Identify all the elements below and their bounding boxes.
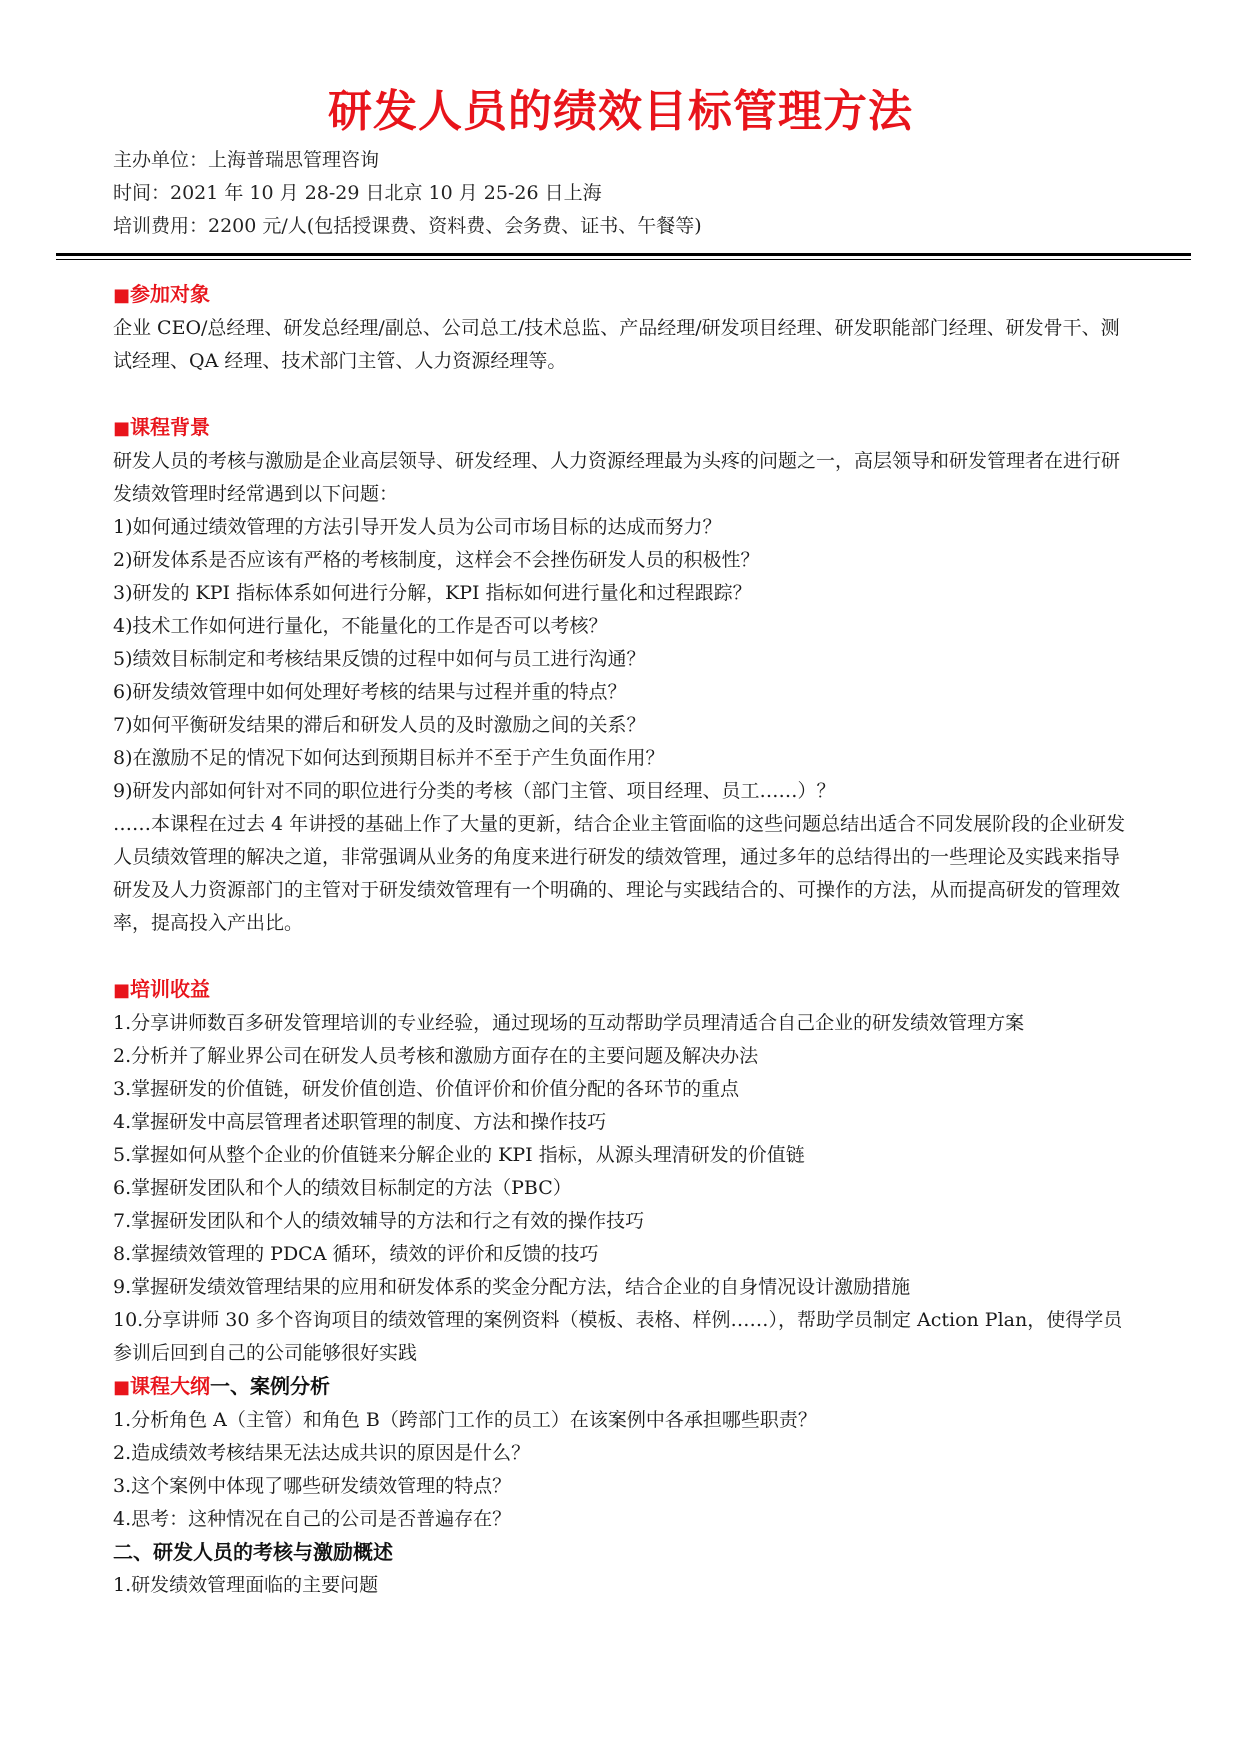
list-item: 1)如何通过绩效管理的方法引导开发人员为公司市场目标的达成而努力？ <box>113 516 722 538</box>
list-item: 7)如何平衡研发结果的滞后和研发人员的及时激励之间的关系？ <box>113 714 646 736</box>
list-item: 3.这个案例中体现了哪些研发绩效管理的特点？ <box>113 1475 512 1497</box>
square-bullet-icon: ■ <box>113 285 131 306</box>
list-item: 3)研发的 KPI 指标体系如何进行分解，KPI 指标如何进行量化和过程跟踪？ <box>113 582 752 604</box>
course-meta <box>113 144 702 243</box>
list-item: 5.掌握如何从整个企业的价值链来分解企业的 KPI 指标，从源头理清研发的价值链 <box>113 1144 805 1166</box>
list-item: 10.分享讲师 30 多个咨询项目的绩效管理的案例资料（模板、表格、样例……），帮助学员制定 Action Plan，使得学员参训后回到自己的公司能够很好实践 <box>113 1309 1123 1364</box>
list-item: 3.掌握研发的价值链，研发价值创造、价值评价和价值分配的各环节的重点 <box>113 1078 740 1100</box>
list-item: 4.思考：这种情况在自己的公司是否普遍存在？ <box>113 1508 512 1530</box>
square-bullet-icon: ■ <box>113 980 131 1001</box>
list-item: 2)研发体系是否应该有严格的考核制度，这样会不会挫伤研发人员的积极性？ <box>113 549 760 571</box>
list-item: 1.分析角色 A（主管）和角色 B（跨部门工作的员工）在该案例中各承担哪些职责？ <box>113 1409 817 1431</box>
list-item: 9.掌握研发绩效管理结果的应用和研发体系的奖金分配方法，结合企业的自身情况设计激励措施 <box>113 1276 911 1298</box>
list-item: 9)研发内部如何针对不同的职位进行分类的考核（部门主管、项目经理、员工……）？ <box>113 780 836 802</box>
section-heading-audience: ■参加对象 <box>113 282 211 306</box>
list-item: 1.研发绩效管理面临的主要问题 <box>113 1574 379 1596</box>
list-item: 8)在激励不足的情况下如何达到预期目标并不至于产生负面作用？ <box>113 747 665 769</box>
background-intro: 研发人员的考核与激励是企业高层领导、研发经理、人力资源经理最为头疼的问题之一，高层领导和研发管理者在进行研发绩效管理时经常遇到以下问题： <box>113 450 1121 505</box>
header-divider-thick <box>56 253 1191 256</box>
list-item: 4)技术工作如何进行量化，不能量化的工作是否可以考核？ <box>113 615 608 637</box>
list-item: 6)研发绩效管理中如何处理好考核的结果与过程并重的特点？ <box>113 681 627 703</box>
page-title: 研发人员的绩效目标管理方法 <box>328 86 913 137</box>
list-item: 2.造成绩效考核结果无法达成共识的原因是什么？ <box>113 1442 531 1464</box>
square-bullet-icon: ■ <box>113 1377 131 1398</box>
section-heading-benefits: ■培训收益 <box>113 977 211 1001</box>
list-item: 6.掌握研发团队和个人的绩效目标制定的方法（PBC） <box>113 1177 572 1199</box>
document-body <box>113 278 1133 1602</box>
fee: 培训费用：2200 元/人(包括授课费、资料费、会务费、证书、午餐等) <box>113 215 702 237</box>
list-item: 5)绩效目标制定和考核结果反馈的过程中如何与员工进行沟通？ <box>113 648 646 670</box>
organizer: 主办单位：上海普瑞思管理咨询 <box>113 149 380 171</box>
list-item: 7.掌握研发团队和个人的绩效辅导的方法和行之有效的操作技巧 <box>113 1210 645 1232</box>
outline-part1-title: 一、案例分析 <box>210 1374 331 1398</box>
schedule: 时间：2021 年 10 月 28-29 日北京 10 月 25-26 日上海 <box>113 182 602 204</box>
list-item: 8.掌握绩效管理的 PDCA 循环，绩效的评价和反馈的技巧 <box>113 1243 599 1265</box>
list-item: 1.分享讲师数百多研发管理培训的专业经验，通过现场的互动帮助学员理清适合自己企业的研发绩效管理方案 <box>113 1012 1025 1034</box>
square-bullet-icon: ■ <box>113 418 131 439</box>
background-closing: ……本课程在过去 4 年讲授的基础上作了大量的更新，结合企业主管面临的这些问题总结出适合不同发展阶段的企业研发人员绩效管理的解决之道，非常强调从业务的角度来进行研发的绩效管理，通过多年的总结得出的一些理论及实践来指导研发及人力资源部门的主管对于研发绩效管理有一个明确的、理论与实践结合的、可操作的方法，从而提高研发的管理效率，提高投入产出比。 <box>113 813 1126 934</box>
section-heading-background: ■课程背景 <box>113 415 211 439</box>
section-heading-outline: ■课程大纲一、案例分析 <box>113 1374 331 1398</box>
audience-text: 企业 CEO/总经理、研发总经理/副总、公司总工/技术总监、产品经理/研发项目经理、研发职能部门经理、研发骨干、测试经理、QA 经理、技术部门主管、人力资源经理等。 <box>113 317 1120 372</box>
list-item: 2.分析并了解业界公司在研发人员考核和激励方面存在的主要问题及解决办法 <box>113 1045 759 1067</box>
header-divider-thin <box>56 259 1191 260</box>
list-item: 4.掌握研发中高层管理者述职管理的制度、方法和操作技巧 <box>113 1111 607 1133</box>
outline-part2-title: 二、研发人员的考核与激励概述 <box>113 1540 393 1564</box>
